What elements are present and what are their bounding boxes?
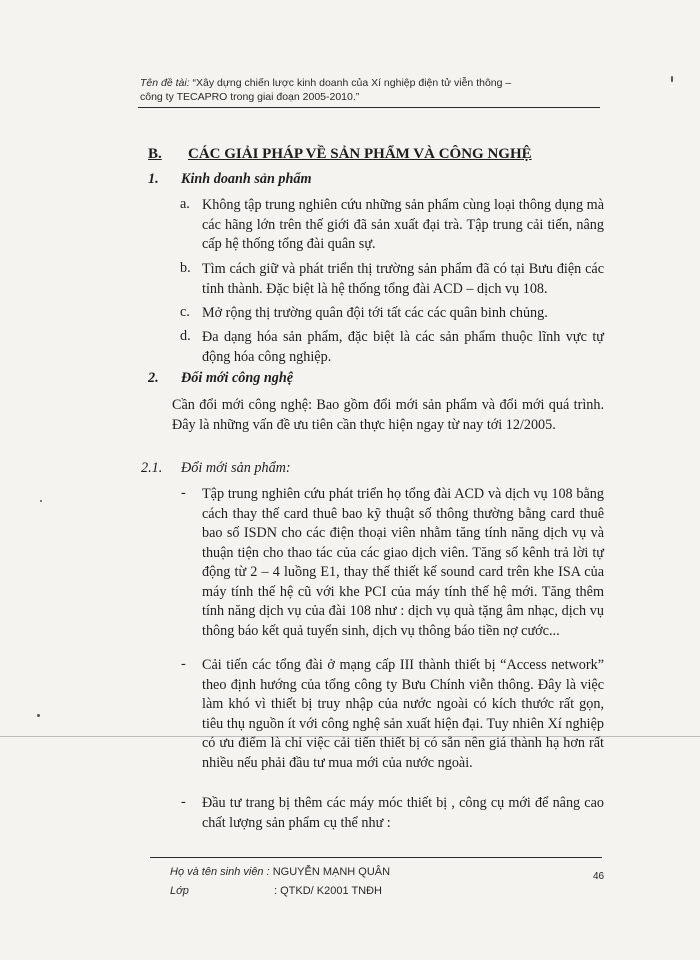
item-a-label: a. [180,196,190,212]
item-d-text: Đa dạng hóa sản phẩm, đặc biệt là các sản phẩm thuộc lĩnh vực tự động hóa công nghiệp. [202,329,604,365]
bullet-2-mark: - [181,656,186,672]
item-b-label: b. [180,260,191,276]
part1-title: Kinh doanh sản phẩm [181,171,312,187]
header-divider [138,107,600,108]
part2-intro: Cần đổi mới công nghệ: Bao gồm đổi mới sản phẩm và đổi mới quá trình. Đây là những vấn đề ưu tiên cần thực hiện ngay từ nay tới 12/2005. [172,397,604,433]
footer-class-value: : QTKD/ K2001 TNĐH [274,885,382,897]
item-b-text: Tìm cách giữ và phát triển thị trường sản phẩm đã có tại Bưu điện các tỉnh thành. Đặc biệt là hệ thống tổng đài ACD – dịch vụ 108. [202,261,604,297]
bullet-3-mark: - [181,794,186,810]
part21-number: 2.1. [141,460,163,476]
scan-speck [37,714,40,717]
item-a-text: Không tập trung nghiên cứu những sản phẩm cùng loại thông dụng mà các hãng lớn trên thế giới đã sản xuất đại trà. Tập trung cải tiến, nâng cấp hệ thống tổng đài quân sự. [202,197,604,252]
bullet-1-text: Tập trung nghiên cứu phát triển họ tổng đài ACD và dịch vụ 108 bằng cách thay thế card thuê bao kỹ thuật số thông thường bằng card thuê bao số ISDN cho các điện thoại viên nhằm tăng tính năng dịch vụ và thuận tiện cho thao tác của các giao dịch viên. Tăng số kênh trả lời tự động từ 2 – 4 luồng E1, thay thế thiết kế sound card trên khe ISA của máy tính thế hệ cũ với khe PCI của máy tính thế hệ mới. Tăng thêm tính năng dịch vụ của đài 108 như : dịch vụ quà tặng âm nhạc, dịch vụ thông báo kết quả tuyển sinh, dịch vụ thông báo tiền nợ cước... [202,486,604,639]
item-c-label: c. [180,304,190,320]
part1-number: 1. [148,171,159,187]
footer-class-label: Lớp [170,885,189,897]
part2-number: 2. [148,370,159,386]
footer-student-label: Họ và tên sinh viên : [170,866,270,878]
page-number: 46 [593,871,605,882]
part21-title: Đổi mới sản phẩm: [181,460,291,476]
bullet-2-text: Cải tiến các tổng đài ở mạng cấp III thành thiết bị “Access network” theo định hướng của tổng công ty Bưu Chính viễn thông. Đây là việc làm khó vì thiết bị truy nhập của nước ngoài có kích thước rất gọn, tiêu thụ nguồn ít với công nghệ sản xuất hiện đại. Tuy nhiên Xí nghiệp có ưu điểm là chỉ việc cải tiến thiết bị có sẵn nên giá thành hạ hơn rất nhiều nếu phải đầu tư mua mới của nước ngoài. [202,657,604,771]
footer-divider [150,857,602,858]
footer-student-name: NGUYỄN MẠNH QUÂN [272,866,391,878]
scan-speck [671,76,673,82]
header-topic-line-1 [140,76,570,90]
bullet-3-text: Đầu tư trang bị thêm các máy móc thiết bị , công cụ mới để nâng cao chất lượng sản phẩm cụ thể như : [202,795,604,831]
header-topic-text: “Xây dựng chiến lược kinh doanh của Xí nghiệp điện tử viễn thông – [192,77,512,89]
section-letter: B. [148,146,162,162]
header-topic-label: Tên đề tài: [140,77,190,89]
section-title: CÁC GIẢI PHÁP VỀ SẢN PHẨM VÀ CÔNG NGHỆ [188,146,532,162]
part2-title: Đổi mới công nghệ [181,370,294,386]
footer-student [170,866,390,878]
section-heading [148,146,532,163]
header-topic-line-2: công ty TECAPRO trong giai đoạn 2005-2010.” [140,91,360,103]
scan-artifact-line [0,736,700,737]
page-header [140,76,570,104]
item-d-label: d. [180,328,191,344]
bullet-1-mark: - [181,485,186,501]
scan-speck [40,500,42,502]
item-c-text: Mở rộng thị trường quân đội tới tất các các quân binh chủng. [202,305,548,321]
